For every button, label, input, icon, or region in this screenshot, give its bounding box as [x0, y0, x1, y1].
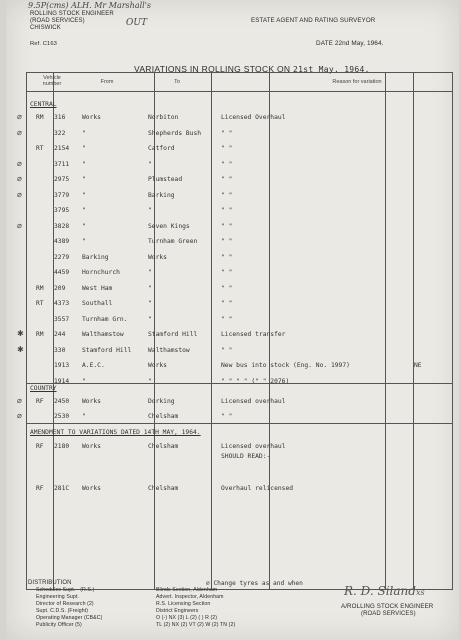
vehicle-number: 1913 [54, 362, 70, 369]
page-title-date: 21st May, 1964. [293, 65, 370, 74]
row-to: Chelsham [148, 443, 179, 450]
row-from: Works [82, 398, 101, 405]
row-from: Stamford Hill [82, 346, 132, 354]
vehicle-number: 1914 [54, 377, 70, 385]
vehicle-class: RF [36, 398, 44, 405]
distribution-list-1 [36, 587, 102, 629]
row-to: Shepherds Bush [148, 129, 202, 137]
row-from: " [82, 413, 86, 420]
row-reason: Licensed transfer [221, 331, 286, 338]
column-divider [413, 73, 414, 589]
row-to: " [148, 377, 152, 385]
row-to: Seven Kings [148, 222, 190, 230]
row-from: Hornchurch [82, 269, 120, 276]
row-mark: ⌀ [17, 158, 22, 168]
row-mark: ⌀ [17, 127, 22, 137]
row-to: Catford [148, 145, 175, 152]
row-reason: Overhaul relicensed [221, 485, 294, 492]
vehicle-number: 4389 [54, 238, 70, 245]
row-to: Walthamstow [148, 346, 190, 354]
row-reason: " " [221, 207, 233, 214]
row-from: " [82, 129, 86, 137]
row-mark: ⌀ [17, 220, 22, 230]
vehicle-number: 3711 [54, 160, 70, 168]
row-reason: " " [221, 129, 233, 137]
column-header-reason: Reason for variation [332, 79, 382, 85]
row-mark: ⌀ [17, 396, 22, 405]
right-heading: ESTATE AGENT AND RATING SURVEYOR [251, 17, 376, 24]
row-from: " [82, 145, 86, 152]
row-reason: " " [221, 145, 233, 152]
vehicle-number: 2530 [54, 413, 70, 420]
document-date: DATE 22nd May, 1964. [316, 40, 384, 47]
row-reason: " " " " (" " 2076) [221, 377, 290, 385]
distribution-item: O (-) NX (3) L (2) ( ) R (2) [156, 615, 218, 621]
row-from: " [82, 377, 86, 385]
row-reason: " " [221, 315, 233, 323]
row-mark: ⌀ [17, 189, 22, 199]
vehicle-number: 330 [54, 346, 66, 354]
sign-title: A/ROLLING STOCK ENGINEER [341, 603, 434, 610]
signature-suffix: xs [415, 588, 425, 597]
section-amendment: AMENDMENT TO VARIATIONS DATED 14TH MAY, 1964. [30, 429, 201, 436]
vehicle-number: 244 [54, 331, 66, 338]
vehicle-number: 2450 [54, 398, 70, 405]
row-to: " [148, 284, 152, 292]
org-line-1: ROLLING STOCK ENGINEER [30, 11, 114, 17]
section-country: COUNTRY [30, 385, 57, 392]
row-mark: ⌀ [17, 112, 22, 121]
handwritten-note: 9.5P(cms) ALH. Mr Marshall's [28, 1, 152, 10]
distribution-label: DISTRIBUTION [28, 580, 72, 586]
distribution-item: Director of Research (2) [36, 601, 94, 607]
row-reason: " " [221, 222, 233, 230]
distribution-item: Publicity Officer (5) [36, 622, 82, 628]
row-to: " [148, 269, 152, 276]
row-to: Chelsham [148, 413, 179, 420]
vehicle-number: 3779 [54, 191, 70, 199]
row-from: Turnham Grn. [82, 315, 128, 323]
row-to: " [148, 207, 152, 214]
vehicle-number: 316 [54, 114, 66, 121]
signature [344, 584, 425, 598]
column-divider [385, 73, 386, 589]
row-from: " [82, 176, 86, 183]
row-to: Works [148, 362, 167, 369]
document-sheet [6, 0, 459, 640]
row-from: West Ham [82, 284, 113, 292]
row-from: Works [82, 114, 101, 121]
row-to: Dorking [148, 398, 175, 405]
vehicle-number: 3828 [54, 222, 70, 230]
row-mark: ✱ [17, 344, 24, 354]
org-line-2: (ROAD SERVICES) [30, 18, 85, 24]
page-title-text: VARIATIONS IN ROLLING STOCK ON [134, 64, 291, 74]
distribution-item: Operating Manager (CB&C) [36, 615, 103, 621]
distribution-item: R.S. Licensing Section [156, 601, 211, 607]
vehicle-class: RF [36, 485, 44, 492]
row-from: " [82, 207, 86, 214]
vehicle-number: 3557 [54, 315, 70, 323]
distribution-list-2 [156, 587, 235, 629]
row-mark: ✱ [17, 329, 24, 338]
row-reason: " " [221, 253, 233, 261]
reference: Ref. C163 [30, 41, 58, 47]
vehicle-number: 3795 [54, 207, 70, 214]
row-reason: New bus into stock (Eng. No. 1997) [221, 362, 350, 369]
row-reason: " " [221, 413, 233, 420]
distribution-item: Blinds Section, Aldenham [156, 587, 218, 593]
row-reason: Licensed Overhaul [221, 114, 286, 121]
row-from: Walthamstow [82, 331, 124, 338]
row-from: Works [82, 485, 101, 492]
vehicle-class: RM [36, 114, 44, 121]
row-to: " [148, 300, 152, 307]
distribution-item: Advert. Inspector, Aldenham [156, 594, 224, 600]
section-divider [27, 423, 452, 424]
row-from: " [82, 160, 86, 168]
vehicle-class: RT [36, 145, 44, 152]
vehicle-number: 209 [54, 284, 66, 292]
vehicle-number: 4373 [54, 300, 70, 307]
row-from: Southall [82, 300, 113, 307]
vehicle-number: 4459 [54, 269, 70, 276]
distribution-item: Engineering Supt. [36, 594, 79, 600]
column-header-vehicle: Vehicle number [42, 75, 62, 87]
row-reason: " " [221, 238, 233, 245]
row-to: Plumstead [148, 176, 183, 183]
row-reason: " " [221, 300, 233, 307]
section-central: CENTRAL [30, 101, 57, 108]
row-reason: " " [221, 191, 233, 199]
row-mark: ⌀ [17, 411, 22, 420]
row-reason: Licensed overhaul [221, 398, 286, 405]
row-reason: " " [221, 346, 233, 354]
sign-title-2: (ROAD SERVICES) [361, 611, 416, 617]
column-header-from: From [100, 79, 114, 85]
vehicle-class: RT [36, 300, 44, 307]
row-from: A.E.C. [82, 362, 105, 369]
vehicle-class: RF [36, 443, 44, 450]
signature-name: R. D. Siland [344, 584, 416, 598]
row-mark: ⌀ [17, 174, 22, 183]
vehicle-number: 322 [54, 129, 66, 137]
row-to: Turnham Green [148, 238, 198, 245]
vehicle-number: 2975 [54, 176, 70, 183]
row-reason: " " [221, 160, 233, 168]
row-to: Barking [148, 191, 175, 199]
org-line-3: CHISWICK [30, 25, 61, 31]
column-divider [211, 73, 212, 589]
stamp-mark: OUT [126, 18, 147, 28]
row-reason: " " [221, 176, 233, 183]
row-from: Barking [82, 253, 109, 261]
distribution-item: District Engineers [156, 608, 199, 614]
vehicle-number: 281C [54, 485, 70, 492]
row-from: " [82, 191, 86, 199]
vehicle-number: 2180 [54, 443, 70, 450]
row-to: Stamford Hill [148, 331, 198, 338]
footer-note: ⌀ Change tyres as and when [206, 580, 303, 587]
row-from: " [82, 222, 86, 230]
header-divider [27, 91, 452, 92]
distribution-item: Supt. C.D.S. (Freight) [36, 608, 89, 614]
row-reason: " " [221, 284, 233, 292]
vehicle-class: RM [36, 284, 44, 292]
row-reason-2: SHOULD READ:- [221, 453, 271, 460]
row-to: " [148, 160, 152, 168]
row-from: " [82, 238, 86, 245]
vehicle-number: 2279 [54, 253, 70, 261]
row-to: Works [148, 253, 167, 261]
vehicle-number: 2154 [54, 145, 70, 152]
row-to: Chelsham [148, 485, 179, 492]
row-extra: NE [414, 362, 422, 369]
distribution-item: Schedules Supt. - (R.S.) [36, 587, 95, 593]
vehicle-class: RM [36, 331, 44, 338]
row-reason: " " [221, 269, 233, 276]
row-to: " [148, 315, 152, 323]
row-to: Norbiton [148, 114, 179, 121]
row-reason: Licensed overhaul [221, 443, 286, 450]
row-from: Works [82, 443, 101, 450]
column-header-to: To [174, 79, 180, 85]
distribution-item: TL (2) NX (2) VT (2) W (2) TN (2) [156, 622, 236, 628]
